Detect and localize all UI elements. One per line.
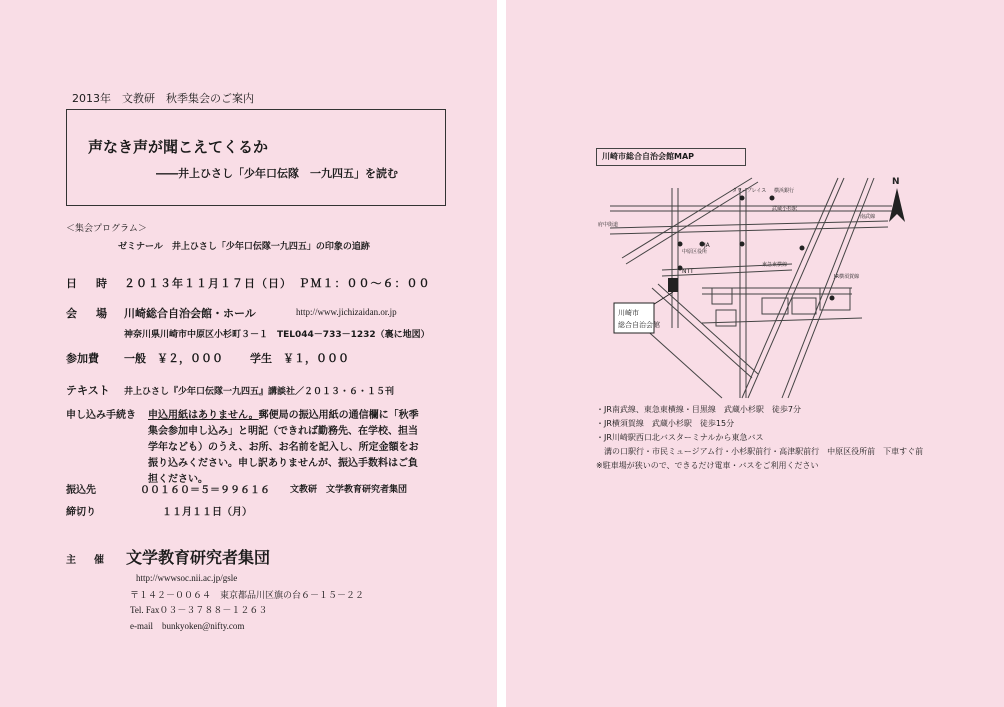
transfer-label: 振込先 (66, 485, 96, 496)
map-road (658, 284, 758, 374)
text-value: 井上ひさし『少年口伝隊一九四五』講談社／２０１３・６・１５刊 (124, 387, 395, 397)
map-block (792, 298, 816, 314)
fee-label: 参加費 (66, 352, 99, 365)
text-label: テキスト (66, 384, 110, 397)
map-label-tokyu-station: 東急東横線 (762, 262, 788, 268)
datetime-label: 日 時 (66, 277, 111, 290)
fee-student: 学生 ￥１，０００ (250, 352, 349, 365)
venue-marker (668, 278, 678, 292)
host-url[interactable]: http://wwwsoc.nii.ac.jp/gsle (136, 573, 238, 583)
transfer-number: ００１６０＝５＝９９６１６ (140, 485, 270, 496)
access-line-3: ・JR川崎駅西口北バスターミナルから東急バス (596, 433, 764, 442)
deadline-value: １１月１１日（月） (162, 507, 252, 518)
north-label: N (892, 177, 900, 187)
host-address: 〒１４２－００６４ 東京都品川区旗の台６－１５－２２ (130, 591, 365, 601)
access-line-1: ・JR南武線、東急東横線・目黒線 武蔵小杉駅 徒歩7分 (596, 405, 802, 414)
map-label-bank: 横浜銀行 (774, 188, 795, 194)
apply-line-4: 振り込みください。申し訳ありませんが、振込手数料はご負 (148, 458, 418, 469)
apply-line-3: 学年なども）のうえ、お所、お名前を記入し、所定金額をお (148, 442, 419, 453)
apply-line-1 (148, 406, 419, 421)
apply-no-form: 申込用紙はありません。 (148, 410, 259, 421)
datetime-value: ２０１３年１１月１７日（日） ＰＭ１：００～６：００ (124, 277, 431, 290)
fee-general: 一般 ￥２，０００ (124, 352, 223, 365)
map-block (820, 288, 850, 310)
map-road (702, 318, 862, 323)
title-box (66, 109, 446, 206)
access-line-4: 溝の口駅行・市民ミュージアム行・小杉駅前行・高津駅前行 中原区役所前 下車すぐ前 (596, 447, 924, 456)
apply-line-2: 集会参加申し込み」と明記（できれば勤務先、在学校、担当 (148, 426, 418, 437)
map-label-nanbu: 南武線 (860, 214, 876, 220)
page-header: 2013年 文教研 秋季集会のご案内 (72, 92, 254, 105)
landmark-dot (740, 196, 745, 201)
apply-line-1-rest: 郵便局の振込用紙の通信欄に「秋季 (258, 410, 419, 421)
map-label-tower: タワープレイス (732, 188, 767, 194)
map-block (712, 288, 732, 304)
host-label: 主 催 (66, 555, 108, 566)
map-road (610, 221, 888, 228)
map-label-ja: JA (704, 242, 710, 249)
title-main: 声なき声が聞こえてくるか (88, 138, 269, 156)
venue-url[interactable]: http://www.jichizaidan.or.jp (296, 307, 397, 317)
map-label-ward-office: 中原区役所 (682, 249, 708, 255)
apply-label: 申し込み手続き (66, 410, 136, 421)
title-sub: ――井上ひさし「少年口伝隊 一九四五」を読む (156, 167, 398, 180)
map-title: 川崎市総合自治会館MAP (602, 152, 695, 161)
landmark-dot (830, 296, 835, 301)
map-label-jr-station: 武蔵小杉駅 (772, 206, 798, 212)
deadline-label: 締切り (66, 507, 96, 518)
transfer-name: 文教研 文学教育研究者集団 (290, 485, 408, 495)
venue-label: 会 場 (66, 307, 111, 320)
seminar-text: ゼミナール 井上ひさし「少年口伝隊一九四五」の印象の追跡 (118, 242, 370, 252)
host-email[interactable]: e-mail bunkyoken@nifty.com (130, 621, 245, 631)
program-label: ＜集会プログラム＞ (66, 224, 147, 234)
venue-name: 川崎総合自治会館・ホール (124, 307, 256, 320)
access-map (592, 148, 906, 403)
landmark-dot (800, 246, 805, 251)
host-tel: Tel. Fax０３－３７８８－１２６３ (130, 605, 268, 615)
access-line-5: ※駐車場が狭いので、できるだけ電車・バスをご利用ください (596, 461, 819, 470)
venue-address: 神奈川県川崎市中原区小杉町３－１ TEL044－733－1232（裏に地図） (124, 330, 430, 340)
map-label-fuchu: 府中街道 (598, 222, 619, 228)
map-label-ntt: NTT (682, 268, 694, 275)
venue-label-line-2: 総合自治会館 (618, 321, 660, 329)
access-line-2: ・JR横須賀線 武蔵小杉駅 徒歩15分 (596, 419, 735, 428)
landmark-dot (678, 242, 683, 247)
host-name: 文学教育研究者集団 (126, 548, 271, 567)
map-road (652, 288, 752, 378)
landmark-dot (740, 242, 745, 247)
map-label-jr-yokosuka: JR横須賀線 (834, 274, 859, 280)
map-block (716, 310, 736, 326)
landmark-dot (770, 196, 775, 201)
venue-label-line-1: 川崎市 (618, 309, 639, 317)
north-arrow-icon (889, 188, 905, 222)
apply-line-5: 担ください。 (148, 474, 208, 485)
